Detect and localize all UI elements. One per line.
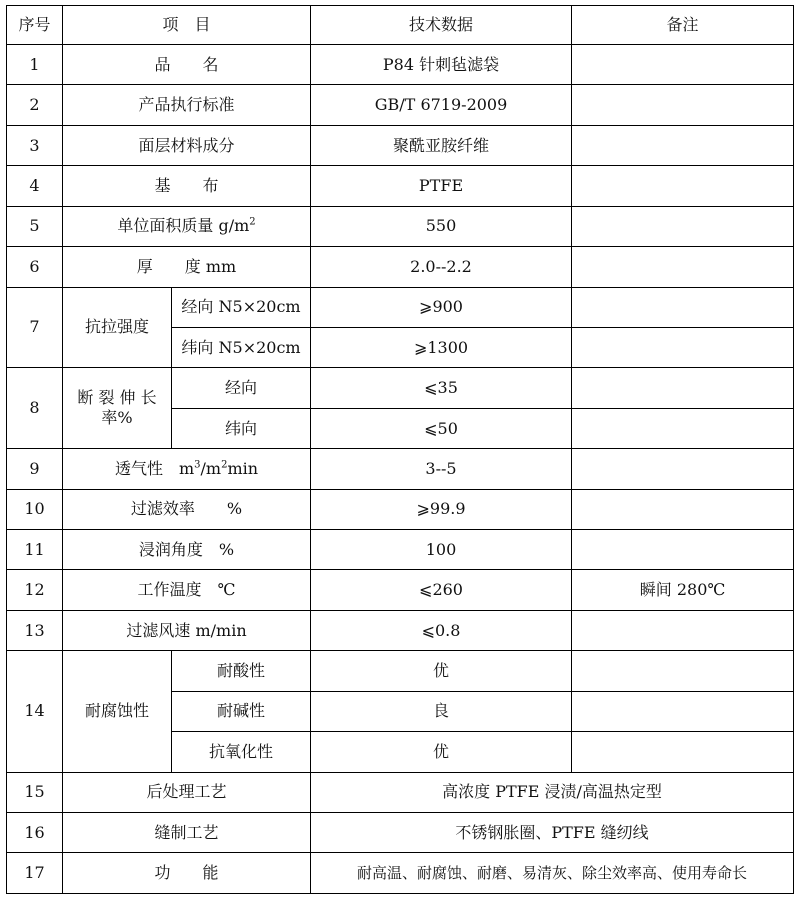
- row-item-text: 单位面积质量 g/m: [117, 216, 250, 236]
- row-remark: [572, 327, 794, 367]
- table-row: [7, 651, 794, 691]
- row-remark: [572, 408, 794, 448]
- row-value: ⩽260: [311, 570, 572, 610]
- row-remark: [572, 368, 794, 408]
- row-item: 过滤效率 %: [63, 489, 311, 529]
- table-row: [7, 772, 794, 812]
- row-item: 工作温度 ℃: [63, 570, 311, 610]
- row-value: 100: [311, 530, 572, 570]
- row-no: 17: [7, 853, 63, 894]
- row-item: 面层材料成分: [63, 125, 311, 165]
- row-value: 良: [311, 691, 572, 731]
- row-value: 3--5: [311, 449, 572, 489]
- row-item-text: 透气性 m: [114, 458, 195, 478]
- table-row: [7, 247, 794, 287]
- row-item: 产品执行标准: [63, 85, 311, 125]
- row-item-text: min: [227, 458, 259, 478]
- row-remark: [572, 651, 794, 691]
- row-value: ⩽35: [311, 368, 572, 408]
- row-no: 3: [7, 125, 63, 165]
- row-item: 抗拉强度: [63, 287, 172, 368]
- superscript: 2: [221, 459, 228, 471]
- row-no: 9: [7, 449, 63, 489]
- row-no: 10: [7, 489, 63, 529]
- row-item: 耐腐蚀性: [63, 651, 172, 772]
- row-subitem: 纬向: [172, 408, 311, 448]
- row-subitem: 耐碱性: [172, 691, 311, 731]
- row-no: 4: [7, 166, 63, 206]
- row-no: 14: [7, 651, 63, 772]
- row-remark: [572, 206, 794, 246]
- row-subitem: 经向 N5×20cm: [172, 287, 311, 327]
- row-remark: [572, 125, 794, 165]
- row-no: 15: [7, 772, 63, 812]
- table-row: [7, 813, 794, 853]
- row-item-text: /m: [200, 458, 222, 478]
- row-value: P84 针刺毡滤袋: [311, 45, 572, 85]
- row-remark: [572, 530, 794, 570]
- row-value: 高浓度 PTFE 浸渍/高温热定型: [311, 772, 794, 812]
- table-row: [7, 449, 794, 489]
- row-value: ⩽50: [311, 408, 572, 448]
- row-item: 过滤风速 m/min: [63, 610, 311, 650]
- table-row: [7, 125, 794, 165]
- row-value: 2.0--2.2: [311, 247, 572, 287]
- table-row: [7, 489, 794, 529]
- row-value: ⩾99.9: [311, 489, 572, 529]
- row-value: PTFE: [311, 166, 572, 206]
- row-item: 后处理工艺: [63, 772, 311, 812]
- header-data: 技术数据: [311, 6, 572, 45]
- row-item: [63, 206, 311, 246]
- row-remark: [572, 732, 794, 772]
- header-row: [7, 6, 794, 45]
- row-no: 2: [7, 85, 63, 125]
- table-row: [7, 368, 794, 408]
- row-item: 品 名: [63, 45, 311, 85]
- table-row: [7, 166, 794, 206]
- row-remark: [572, 287, 794, 327]
- row-subitem: 抗氧化性: [172, 732, 311, 772]
- row-value: GB/T 6719-2009: [311, 85, 572, 125]
- row-subitem: 纬向 N5×20cm: [172, 327, 311, 367]
- row-item: 功 能: [63, 853, 311, 894]
- row-value: ⩾900: [311, 287, 572, 327]
- table-row: [7, 206, 794, 246]
- row-value: ⩽0.8: [311, 610, 572, 650]
- row-remark: [572, 489, 794, 529]
- row-no: 12: [7, 570, 63, 610]
- row-item: 厚 度 mm: [63, 247, 311, 287]
- spec-table: [6, 5, 794, 894]
- row-subitem: 经向: [172, 368, 311, 408]
- row-remark: [572, 166, 794, 206]
- row-remark: [572, 449, 794, 489]
- row-item: 缝制工艺: [63, 813, 311, 853]
- table-row: [7, 45, 794, 85]
- row-item: [63, 449, 311, 489]
- row-remark: [572, 85, 794, 125]
- table-row: [7, 530, 794, 570]
- row-remark: [572, 247, 794, 287]
- table-row: [7, 85, 794, 125]
- header-no: 序号: [7, 6, 63, 45]
- header-remark: 备注: [572, 6, 794, 45]
- superscript: 2: [249, 217, 256, 229]
- table-row: [7, 287, 794, 327]
- row-no: 5: [7, 206, 63, 246]
- row-remark: [572, 691, 794, 731]
- table-row: [7, 610, 794, 650]
- row-remark: [572, 45, 794, 85]
- row-value: 聚酰亚胺纤维: [311, 125, 572, 165]
- superscript: 3: [194, 459, 201, 471]
- row-no: 13: [7, 610, 63, 650]
- header-item: 项 目: [63, 6, 311, 45]
- row-value: 优: [311, 651, 572, 691]
- table-row: [7, 853, 794, 894]
- row-value: 不锈钢胀圈、PTFE 缝纫线: [311, 813, 794, 853]
- row-value: 550: [311, 206, 572, 246]
- row-remark: [572, 610, 794, 650]
- row-no: 11: [7, 530, 63, 570]
- row-no: 8: [7, 368, 63, 449]
- row-no: 6: [7, 247, 63, 287]
- row-subitem: 耐酸性: [172, 651, 311, 691]
- row-item: 断 裂 伸 长 率%: [63, 368, 172, 449]
- row-no: 16: [7, 813, 63, 853]
- row-item: 浸润角度 %: [63, 530, 311, 570]
- row-value: 优: [311, 732, 572, 772]
- row-value: ⩾1300: [311, 327, 572, 367]
- table-row: [7, 570, 794, 610]
- row-no: 1: [7, 45, 63, 85]
- row-remark: 瞬间 280℃: [572, 570, 794, 610]
- row-no: 7: [7, 287, 63, 368]
- row-item: 基 布: [63, 166, 311, 206]
- row-value: 耐高温、耐腐蚀、耐磨、易清灰、除尘效率高、使用寿命长: [311, 853, 794, 894]
